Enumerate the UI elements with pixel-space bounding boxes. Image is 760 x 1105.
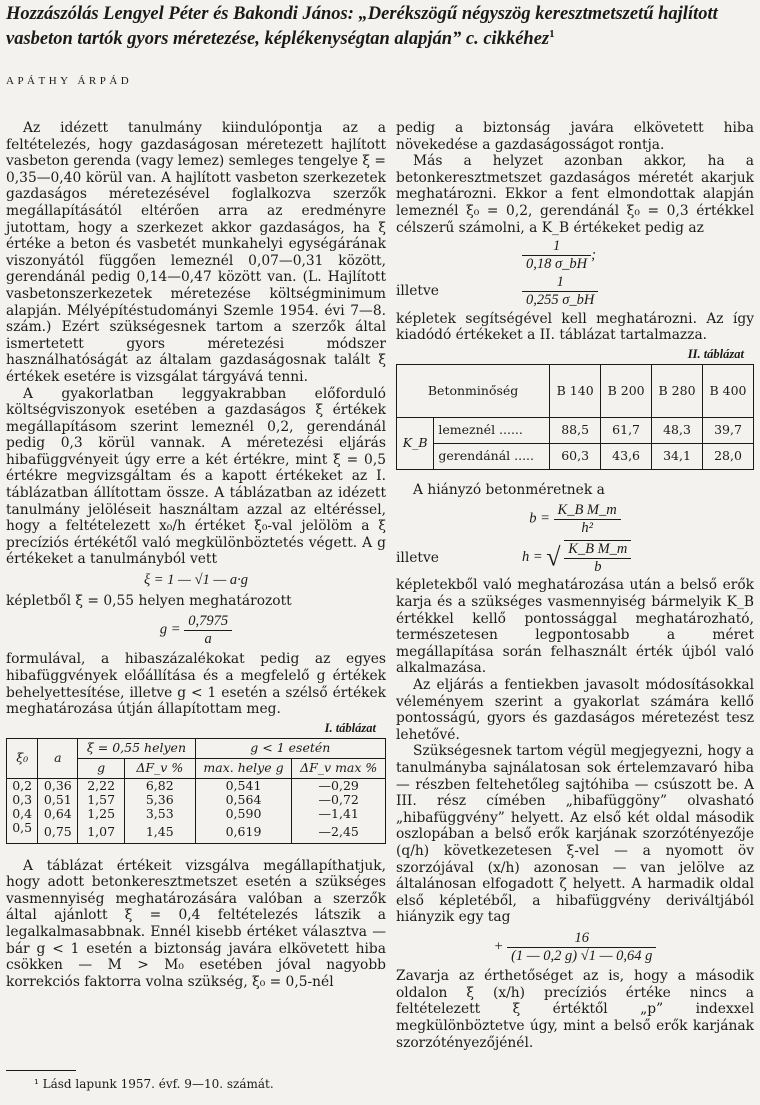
footnote: ¹ Lásd lapunk 1957. évf. 9—10. számát.: [34, 1077, 274, 1091]
col-group1: ξ = 0,55 helyen: [78, 739, 195, 759]
table-2: [396, 364, 754, 469]
col-grade: B 280: [652, 365, 703, 418]
paragraph: képletekből való meghatározása után a belső erők karja és a szükséges vasmennyiség bármelyik K_B értékkel kellő pontossággal meghatározható, természetesen legpontosabb a méret megállapítása során felhasznált érték újból való alkalmazása.: [396, 577, 754, 677]
paragraph: A gyakorlatban leggyakrabban előforduló költségviszonyok esetében a gazdaságos ξ értékek megállapításom szerint lemeznél 0,2, gerendánál pedig 0,3 körül vannak. A méretezési eljárás hibafüggvényeit úgy erre a két értékre, mint ξ = 0,5 értékre megvizsgáltam és a kapott értékeket az I. táblázatban állítottam össze. A táblázatban az idézett tanulmány jelöléseit használtam azzal az eltéréssel, hogy a feltételezett x₀/h értéket ξ₀-val jelölöm a ξ precíziós értékétől való megkülönböztetés végett. A g értékeket a tanulmányból vett: [6, 385, 386, 568]
col-grade: B 200: [601, 365, 652, 418]
fraction: $\frac{1}{0,18 \sigma\_bH}$: [522, 238, 591, 272]
col-dFmax: ΔF_v max %: [292, 758, 386, 778]
formula-kb-1: $\frac{1}{0,18 \sigma\_bH}$ ;: [396, 238, 754, 272]
table-row: 0,5 0,75 1,07 1,45 0,619 —2,45: [7, 821, 386, 844]
formula-h: illetve h = √ $\frac{\text{K\_B M\_m}}{b}$: [396, 540, 754, 575]
paragraph: Az eljárás a fentiekben javasolt módosításokkal véleményem szerint a gyakorlat számára kellő pontosságú, gyors és gazdaságos méretezést tesz lehetővé.: [396, 677, 754, 743]
paragraph: A táblázat értékeit vizsgálva megállapíthatjuk, hogy adott betonkeresztmetszet esetén a szükséges vasmennyiség meghatározására valóban a szerzők által ajánlott ξ = 0,4 feltételezés látszik a legalkalmasabbnak. Ennél kisebb értéket választva — bár g < 1 esetén a biztonság javára elkövetett hiba csökken — M > M₀ esetében jóval nagyobb korrekciós faktorra volna szükség, ξ₀ = 0,5-nél: [6, 857, 386, 990]
formula-b: b = $\frac{\text{K\_B M\_m}}{\text{h²}}$: [396, 502, 754, 536]
col-dF: ΔF_v %: [124, 758, 195, 778]
col-grade: B 140: [550, 365, 601, 418]
author-name: APÁTHY ÁRPÁD: [6, 75, 133, 87]
table-row: 0,2 0,36 2,22 6,82 0,541 —0,29: [7, 778, 386, 793]
table-1: [6, 738, 386, 843]
col-group2: g < 1 esetén: [195, 739, 385, 759]
formula-derivative-term: + $\frac{16}{(1 — 0,2 g) √1 — 0,64 g}$: [396, 930, 754, 964]
col-maxhely: max. helye g: [195, 758, 292, 778]
paragraph: formulával, a hibaszázalékokat pedig az egyes hibafüggvények előállítása és a megfelelő g értékek behelyettesítése, illetve g < 1 esetén a szélső értékek meghatározása útján állapítottam meg.: [6, 651, 386, 718]
table-row: K_B lemeznél ...... 88,5 61,7 48,3 39,7: [397, 418, 754, 444]
left-column: [6, 120, 386, 990]
formula-xi: ξ = 1 — √1 — a·g: [143, 572, 249, 589]
table-row: gerendánál ..... 60,3 43,6 34,1 28,0: [397, 443, 754, 469]
col-betonminoseg: Betonminőség: [397, 365, 550, 418]
article-title: Hozzászólás Lengyel Péter és Bakondi János: „Derékszögű négyszög keresztmetszetű hajlított vasbeton tartók gyors méretezése, képlékenységtan alapján” c. cikkéhez$^1$: [6, 4, 718, 50]
paragraph: Más a helyzet azonban akkor, ha a betonkeresztmetszet gazdaságos méretét akarjuk meghatározni. Ekkor a fent elmondottak alapján lemeznél ξ₀ = 0,2, gerendánál ξ₀ = 0,3 értékkel célszerű számolni, a K_B értékeket pedig az: [396, 153, 754, 236]
table-row: 0,3 0,51 1,57 5,36 0,564 —0,72: [7, 793, 386, 807]
paragraph: Zavarja az érthetőséget az is, hogy a második oldalon ξ (x/h) precíziós értéke nincs a feltételezett ξ értéktől „p” indexxel megkülönböztetve úgy, mint a belső erők karjának szorzótényezőjénél.: [396, 968, 754, 1051]
fraction: $\frac{\text{K\_B M\_m}}{\text{h²}}$: [554, 502, 621, 536]
sqrt-icon: √: [546, 542, 561, 572]
table1-caption: I. táblázat: [324, 720, 376, 735]
fraction: $\frac{16}{(1 — 0,2 g) √1 — 0,64 g}$: [507, 930, 656, 964]
paragraph: pedig a biztonság javára elkövetett hiba növekedése a gazdaságosságot rontja.: [396, 120, 754, 153]
col-a: a: [38, 739, 78, 778]
kb-label: K_B: [397, 418, 434, 469]
right-column: [396, 120, 754, 1051]
formula-g: g = $\frac{0,7975}{a}$: [6, 613, 386, 647]
paragraph: Szükségesnek tartom végül megjegyezni, hogy a tanulmányba sajnálatosan sok értelemzavaró hiba — részben feltehetőleg sajtóhiba — csúszott be. A III. rész címében „hibafüggöny” olvasható „hibafüggvény” helyett. Az első két oldal második oszlopában a belső erők karjának szorzótényezője (q/h) következetesen ξ-vel — a nyomott öv szorzójával (x/h) azonosan — van jelölve az általánosan elfogadott ζ helyett. A harmadik oldal első képletéből, a hibafüggvény deriváltjából hiányzik egy tag: [396, 743, 754, 926]
col-xi0: ξ₀: [7, 739, 38, 778]
fraction: $\frac{0,7975}{a}$: [184, 613, 232, 647]
title-footnote-mark: 1: [549, 28, 555, 40]
footnote-rule: [6, 1070, 76, 1071]
paragraph: Az idézett tanulmány kiindulópontja az a feltételezés, hogy gazdaságosan méretezett hajlított vasbeton gerenda (vagy lemez) semleges tengelye ξ = 0,35—0,40 körül van. A hajlított vasbeton szerkezetek gazdaságos méretezésével foglalkozva szerzők megállapításától eltérően arra az eredményre jutottam, hogy a szerkezet akkor gazdaságos, ha ξ értéke a beton és vasbetét munkahelyi egységárának viszonyától függően lemeznél 0,07—0,31 között, gerendánál pedig 0,14—0,47 között van. (L. Hajlított vasbetonszerkezetek méretezése költségminimum alapján. Mélyépítéstudományi Szemle 1954. évi 7—8. szám.) Ezért szükségesnek tartom a szerzők által ismertetett gyors méretezési módszer használhatóságát az általam gazdaságosnak talált ξ értékek esetére is vizsgálat tárgyává tenni.: [6, 120, 386, 385]
fraction: $\frac{\text{K\_B M\_m}}{b}$: [564, 540, 631, 575]
paragraph: képletek segítségével kell meghatározni. Az így kiadódó értékeket a II. táblázat tartalmazza.: [396, 310, 754, 344]
col-g: g: [78, 758, 125, 778]
paragraph: képletből ξ = 0,55 helyen meghatározott: [6, 592, 292, 609]
table-row: 0,4 0,64 1,25 3,53 0,590 —1,41: [7, 807, 386, 821]
formula-kb-2: illetve $\frac{1}{0,255 \sigma\_bH}$: [396, 274, 754, 308]
paragraph: A hiányzó betonméretnek a: [413, 481, 605, 498]
fraction: $\frac{1}{0,255 \sigma\_bH}$: [522, 274, 598, 308]
col-grade: B 400: [703, 365, 754, 418]
table2-caption: II. táblázat: [687, 346, 744, 361]
